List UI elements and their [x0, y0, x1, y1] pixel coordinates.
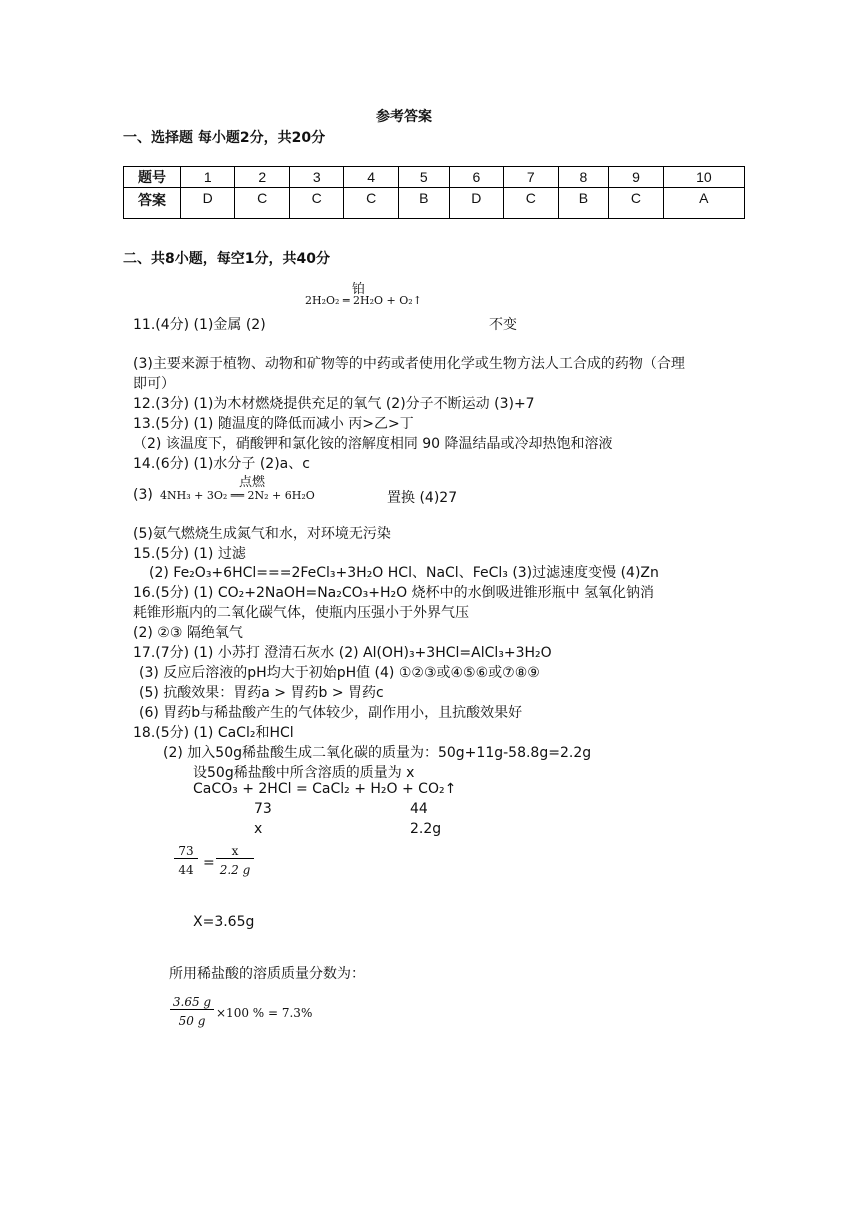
table-cell: D: [181, 188, 235, 219]
table-cell: B: [398, 188, 449, 219]
q11-part3b: 即可）: [133, 376, 175, 392]
catalyst-label: 铂: [352, 282, 366, 297]
table-cell: 7: [504, 167, 558, 188]
table-header-label: 题号: [124, 167, 181, 188]
fraction-right: [216, 844, 254, 877]
q18-result: X=3.65g: [193, 914, 255, 930]
q18-line2: (2) 加入50g稀盐酸生成二氧化碳的质量为：50g+11g-58.8g=2.2g: [163, 745, 592, 761]
fraction-left: [174, 844, 198, 877]
equals-sign: =: [203, 855, 215, 871]
q16-line1: 16.(5分) (1) CO₂+2NaOH=Na₂CO₃+H₂O 烧杯中的水倒吸进锥形瓶中 氢氧化钠消: [133, 585, 655, 601]
q13-line1: 13.(5分) (1) 随温度的降低而减小 丙>乙>丁: [133, 416, 414, 432]
q11-part3: (3)主要来源于植物、动物和矿物等的中药或者使用化学或生物方法人工合成的药物（合理: [133, 356, 685, 372]
q11-line: 11.(4分) (1)金属 (2): [133, 317, 266, 333]
q14-equation: 4NH₃ + 3O₂ ══ 2N₂ + 6H₂O: [160, 489, 315, 502]
table-row-answers: [124, 188, 745, 219]
condition-label: 点燃: [239, 475, 266, 490]
final-fraction: [170, 995, 214, 1028]
q18-equation: CaCO₃ + 2HCl = CaCl₂ + H₂O + CO₂↑: [193, 781, 457, 797]
co2-mass: 2.2g: [410, 821, 442, 837]
table-cell: 3: [289, 167, 343, 188]
q18-line1: 18.(5分) (1) CaCl₂和HCl: [133, 725, 294, 741]
table-cell: 8: [558, 167, 609, 188]
q18-line3: 设50g稀盐酸中所含溶质的质量为 x: [193, 765, 415, 781]
q17-line1: 17.(7分) (1) 小苏打 澄清石灰水 (2) Al(OH)₃+3HCl=AlCl₃+3H₂O: [133, 645, 552, 661]
table-cell: C: [235, 188, 289, 219]
fraction-right-den: 2.2 g: [216, 858, 254, 877]
table-cell: 10: [663, 167, 744, 188]
q13-line2: （2) 该温度下，硝酸钾和氯化铵的溶解度相同 90 降温结晶或冷却热饱和溶液: [133, 436, 613, 452]
table-cell: 9: [609, 167, 663, 188]
section2-heading: 二、共8小题，每空1分，共40分: [123, 251, 330, 267]
table-cell: A: [663, 188, 744, 219]
answer-table: [123, 166, 745, 219]
table-cell: B: [558, 188, 609, 219]
q12-line: 12.(3分) (1)为木材燃烧提供充足的氧气 (2)分子不断运动 (3)+7: [133, 396, 535, 412]
molar-mass-hcl: 73: [254, 801, 272, 817]
q14-line1: 14.(6分) (1)水分子 (2)a、c: [133, 456, 310, 472]
q14-part5: (5)氨气燃烧生成氮气和水，对环境无污染: [133, 526, 391, 542]
final-fraction-den: 50 g: [170, 1009, 214, 1028]
q16-line3: (2) ②③ 隔绝氧气: [133, 625, 243, 641]
q17-line2: (3) 反应后溶液的pH均大于初始pH值 (4) ①②③或④⑤⑥或⑦⑧⑨: [139, 665, 540, 681]
q15-line1: 15.(5分) (1) 过滤: [133, 546, 246, 562]
table-cell: 4: [344, 167, 398, 188]
page-title: 参考答案: [376, 109, 432, 125]
table-cell: C: [289, 188, 343, 219]
table-row-numbers: [124, 167, 745, 188]
table-cell: 2: [235, 167, 289, 188]
q14-prefix: (3): [133, 487, 153, 503]
table-cell: C: [609, 188, 663, 219]
final-fraction-num: 3.65 g: [172, 995, 212, 1009]
q16-line2: 耗锥形瓶内的二氧化碳气体，使瓶内压强小于外界气压: [133, 605, 469, 621]
table-answer-label: 答案: [124, 188, 181, 219]
section1-heading: 一、选择题 每小题2分，共20分: [123, 130, 326, 146]
fraction-left-num: 73: [178, 844, 194, 858]
q18-conclusion: 所用稀盐酸的溶质质量分数为：: [169, 966, 365, 982]
final-result: ×100 % = 7.3%: [216, 1006, 313, 1020]
q17-line3: (5) 抗酸效果：胃药a > 胃药b > 胃药c: [139, 685, 384, 701]
fraction-left-den: 44: [174, 858, 198, 877]
q11-equation: 2H₂O₂ ═ 2H₂O + O₂↑: [305, 294, 422, 307]
table-cell: 1: [181, 167, 235, 188]
q11-tail: 不变: [489, 317, 517, 333]
table-cell: D: [449, 188, 503, 219]
table-cell: C: [344, 188, 398, 219]
table-cell: 5: [398, 167, 449, 188]
q14-after: 置换 (4)27: [387, 490, 458, 506]
fraction-right-num: x: [231, 844, 239, 858]
q15-line2: (2) Fe₂O₃+6HCl===2FeCl₃+3H₂O HCl、NaCl、FeCl₃ (3)过滤速度变慢 (4)Zn: [149, 565, 659, 581]
q17-line4: (6) 胃药b与稀盐酸产生的气体较少，副作用小，且抗酸效果好: [139, 705, 523, 721]
unknown-x: x: [254, 821, 263, 837]
molar-mass-co2: 44: [410, 801, 428, 817]
table-cell: 6: [449, 167, 503, 188]
table-cell: C: [504, 188, 558, 219]
